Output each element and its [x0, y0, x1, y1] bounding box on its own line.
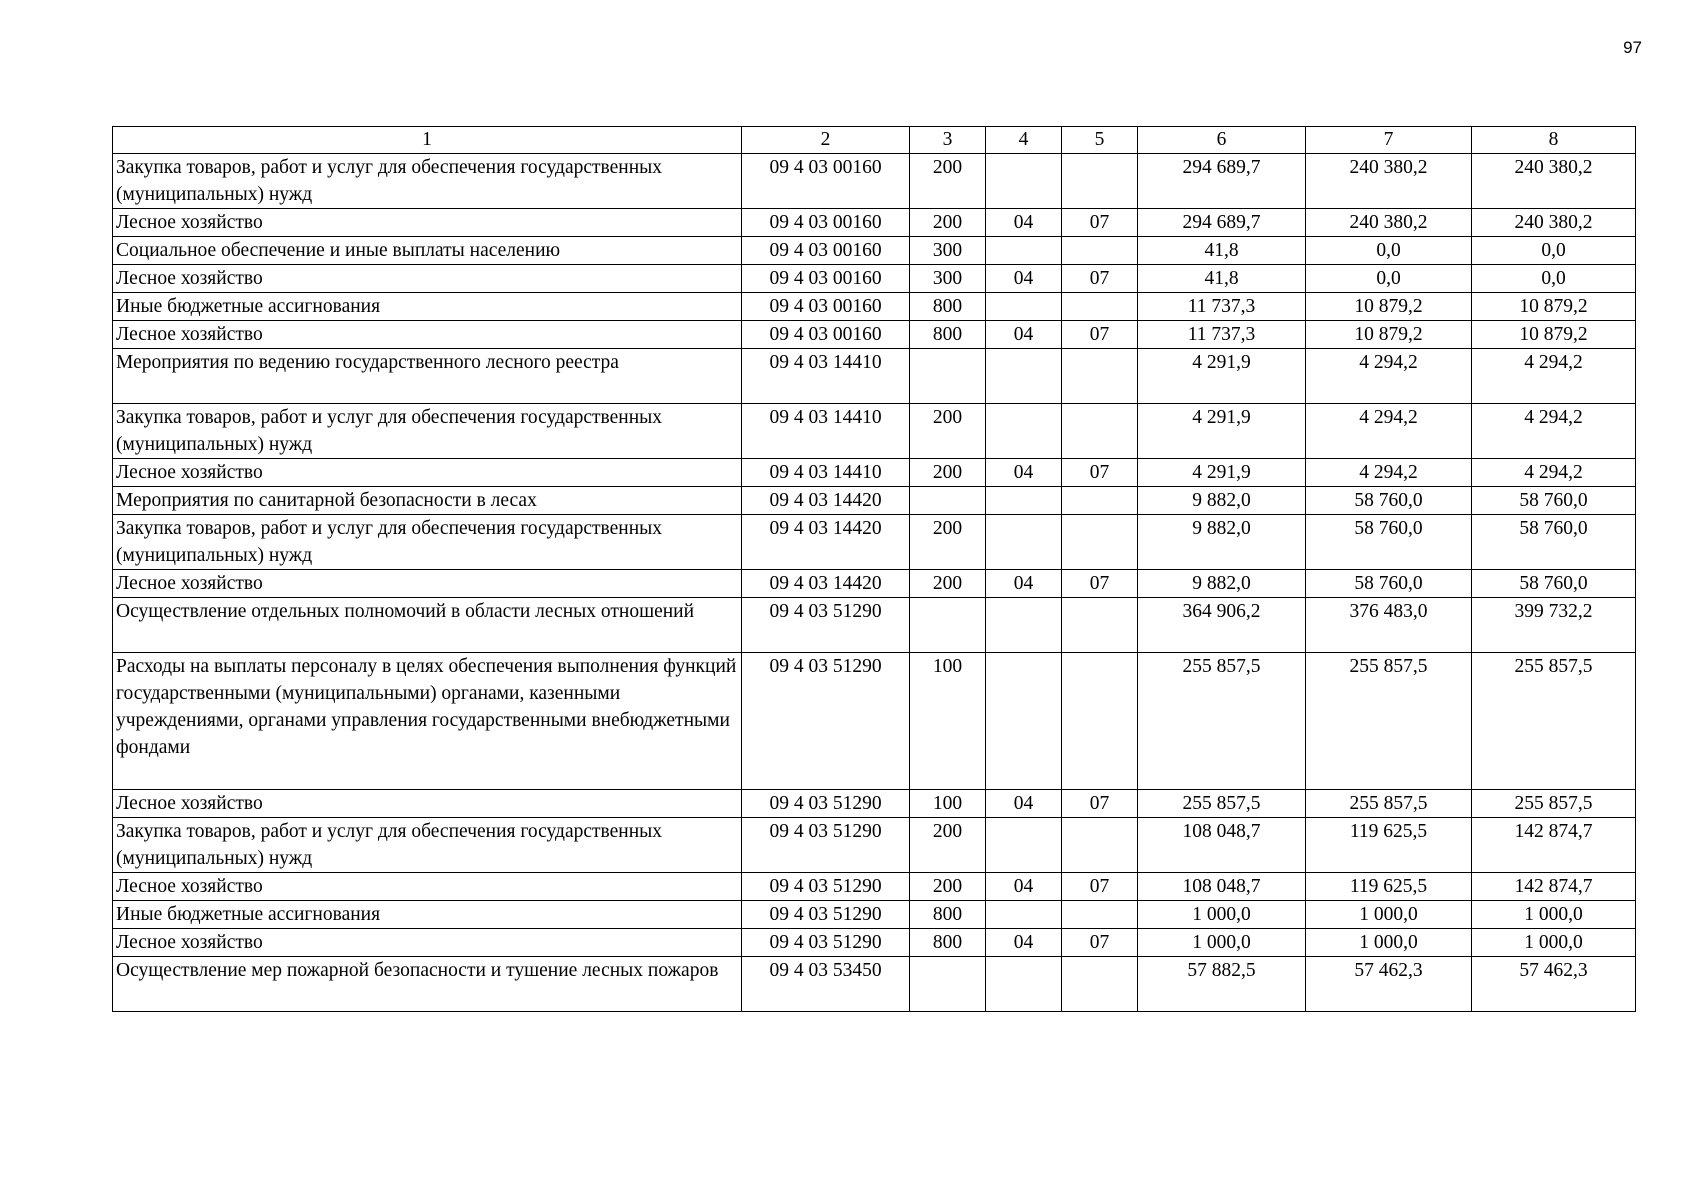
row-name-cell: Лесное хозяйство: [113, 790, 742, 818]
table-row: [113, 349, 1636, 404]
row-code-cell: 09 4 03 14420: [742, 515, 910, 570]
row-name-cell: Лесное хозяйство: [113, 209, 742, 237]
row-name-cell: Расходы на выплаты персоналу в целях обеспечения выполнения функций государственными (муниципальными) органами, казенными учреждениями, органами управления государственными внебюджетными фондами: [113, 653, 742, 790]
row-code-cell: 09 4 03 53450: [742, 957, 910, 1012]
row-rz-cell: [986, 349, 1062, 404]
row-year1-cell: 108 048,7: [1138, 818, 1306, 873]
row-code-cell: 09 4 03 14410: [742, 459, 910, 487]
row-vr-cell: 200: [910, 818, 986, 873]
table-header-row: [113, 127, 1636, 154]
row-pr-cell: 07: [1062, 265, 1138, 293]
row-vr-cell: 100: [910, 790, 986, 818]
row-year1-cell: 9 882,0: [1138, 487, 1306, 515]
table-row: [113, 515, 1636, 570]
row-vr-cell: 200: [910, 873, 986, 901]
row-name-cell: Лесное хозяйство: [113, 570, 742, 598]
row-rz-cell: [986, 404, 1062, 459]
row-rz-cell: [986, 598, 1062, 653]
row-name-cell: Осуществление мер пожарной безопасности и тушение лесных пожаров: [113, 957, 742, 1012]
row-year2-cell: 4 294,2: [1306, 349, 1472, 404]
row-year1-cell: 57 882,5: [1138, 957, 1306, 1012]
row-year1-cell: 4 291,9: [1138, 459, 1306, 487]
row-pr-cell: [1062, 598, 1138, 653]
row-pr-cell: [1062, 515, 1138, 570]
table-row: [113, 154, 1636, 209]
header-cell: 1: [113, 127, 742, 154]
row-code-cell: 09 4 03 00160: [742, 265, 910, 293]
row-year3-cell: 4 294,2: [1472, 459, 1636, 487]
table-row: [113, 929, 1636, 957]
table-row: [113, 237, 1636, 265]
table-row: [113, 653, 1636, 790]
row-year3-cell: 142 874,7: [1472, 873, 1636, 901]
row-vr-cell: 200: [910, 404, 986, 459]
row-year2-cell: 10 879,2: [1306, 321, 1472, 349]
row-year1-cell: 255 857,5: [1138, 653, 1306, 790]
row-pr-cell: [1062, 957, 1138, 1012]
row-year2-cell: 255 857,5: [1306, 790, 1472, 818]
row-year2-cell: 58 760,0: [1306, 515, 1472, 570]
table-row: [113, 487, 1636, 515]
row-pr-cell: 07: [1062, 873, 1138, 901]
row-year1-cell: 1 000,0: [1138, 901, 1306, 929]
row-year1-cell: 4 291,9: [1138, 404, 1306, 459]
row-year1-cell: 11 737,3: [1138, 321, 1306, 349]
table-row: [113, 873, 1636, 901]
page-number: 97: [1623, 38, 1642, 57]
row-rz-cell: [986, 818, 1062, 873]
row-year2-cell: 376 483,0: [1306, 598, 1472, 653]
row-pr-cell: 07: [1062, 790, 1138, 818]
row-name-cell: Лесное хозяйство: [113, 873, 742, 901]
row-year2-cell: 255 857,5: [1306, 653, 1472, 790]
row-vr-cell: 300: [910, 237, 986, 265]
row-rz-cell: [986, 293, 1062, 321]
row-pr-cell: [1062, 349, 1138, 404]
row-code-cell: 09 4 03 51290: [742, 598, 910, 653]
row-year1-cell: 294 689,7: [1138, 209, 1306, 237]
table-row: [113, 404, 1636, 459]
row-year2-cell: 240 380,2: [1306, 154, 1472, 209]
header-cell: 2: [742, 127, 910, 154]
row-pr-cell: [1062, 653, 1138, 790]
row-pr-cell: [1062, 404, 1138, 459]
row-name-cell: Иные бюджетные ассигнования: [113, 293, 742, 321]
row-code-cell: 09 4 03 14420: [742, 570, 910, 598]
row-name-cell: Осуществление отдельных полномочий в области лесных отношений: [113, 598, 742, 653]
row-year3-cell: 255 857,5: [1472, 653, 1636, 790]
row-code-cell: 09 4 03 51290: [742, 929, 910, 957]
table-row: [113, 293, 1636, 321]
row-rz-cell: 04: [986, 570, 1062, 598]
row-name-cell: Лесное хозяйство: [113, 459, 742, 487]
row-year3-cell: 240 380,2: [1472, 209, 1636, 237]
row-year1-cell: 9 882,0: [1138, 570, 1306, 598]
header-cell: 5: [1062, 127, 1138, 154]
row-name-cell: Мероприятия по ведению государственного лесного реестра: [113, 349, 742, 404]
row-pr-cell: 07: [1062, 321, 1138, 349]
row-year3-cell: 1 000,0: [1472, 901, 1636, 929]
row-name-cell: Закупка товаров, работ и услуг для обеспечения государственных (муниципальных) нужд: [113, 404, 742, 459]
row-year1-cell: 255 857,5: [1138, 790, 1306, 818]
row-year1-cell: 9 882,0: [1138, 515, 1306, 570]
table-row: [113, 957, 1636, 1012]
row-year2-cell: 1 000,0: [1306, 929, 1472, 957]
row-pr-cell: [1062, 237, 1138, 265]
row-rz-cell: 04: [986, 459, 1062, 487]
table-row: [113, 321, 1636, 349]
row-year2-cell: 57 462,3: [1306, 957, 1472, 1012]
row-pr-cell: 07: [1062, 929, 1138, 957]
row-vr-cell: 800: [910, 929, 986, 957]
row-year3-cell: 10 879,2: [1472, 321, 1636, 349]
row-name-cell: Иные бюджетные ассигнования: [113, 901, 742, 929]
header-cell: 3: [910, 127, 986, 154]
row-code-cell: 09 4 03 00160: [742, 237, 910, 265]
row-pr-cell: [1062, 154, 1138, 209]
row-vr-cell: 200: [910, 515, 986, 570]
row-year3-cell: 58 760,0: [1472, 515, 1636, 570]
row-year2-cell: 0,0: [1306, 265, 1472, 293]
row-pr-cell: [1062, 901, 1138, 929]
header-cell: 4: [986, 127, 1062, 154]
row-name-cell: Социальное обеспечение и иные выплаты населению: [113, 237, 742, 265]
row-year3-cell: 4 294,2: [1472, 349, 1636, 404]
row-year2-cell: 119 625,5: [1306, 818, 1472, 873]
row-code-cell: 09 4 03 14410: [742, 349, 910, 404]
row-year3-cell: 57 462,3: [1472, 957, 1636, 1012]
row-vr-cell: 800: [910, 293, 986, 321]
row-code-cell: 09 4 03 51290: [742, 653, 910, 790]
row-year2-cell: 4 294,2: [1306, 459, 1472, 487]
row-name-cell: Мероприятия по санитарной безопасности в лесах: [113, 487, 742, 515]
row-vr-cell: 300: [910, 265, 986, 293]
row-name-cell: Закупка товаров, работ и услуг для обеспечения государственных (муниципальных) нужд: [113, 154, 742, 209]
row-code-cell: 09 4 03 14410: [742, 404, 910, 459]
row-name-cell: Лесное хозяйство: [113, 265, 742, 293]
row-code-cell: 09 4 03 00160: [742, 154, 910, 209]
row-vr-cell: 100: [910, 653, 986, 790]
row-name-cell: Закупка товаров, работ и услуг для обеспечения государственных (муниципальных) нужд: [113, 818, 742, 873]
row-pr-cell: 07: [1062, 209, 1138, 237]
row-code-cell: 09 4 03 00160: [742, 293, 910, 321]
row-pr-cell: [1062, 293, 1138, 321]
header-cell: 6: [1138, 127, 1306, 154]
header-cell: 7: [1306, 127, 1472, 154]
table-row: [113, 265, 1636, 293]
row-rz-cell: 04: [986, 790, 1062, 818]
row-rz-cell: 04: [986, 265, 1062, 293]
row-year1-cell: 41,8: [1138, 265, 1306, 293]
row-year3-cell: 240 380,2: [1472, 154, 1636, 209]
row-year1-cell: 364 906,2: [1138, 598, 1306, 653]
table-row: [113, 598, 1636, 653]
row-year2-cell: 58 760,0: [1306, 570, 1472, 598]
row-vr-cell: 200: [910, 209, 986, 237]
row-code-cell: 09 4 03 51290: [742, 818, 910, 873]
row-year1-cell: 294 689,7: [1138, 154, 1306, 209]
row-vr-cell: 200: [910, 459, 986, 487]
row-vr-cell: [910, 487, 986, 515]
row-name-cell: Закупка товаров, работ и услуг для обеспечения государственных (муниципальных) нужд: [113, 515, 742, 570]
row-code-cell: 09 4 03 51290: [742, 790, 910, 818]
row-rz-cell: [986, 487, 1062, 515]
row-pr-cell: [1062, 818, 1138, 873]
row-year3-cell: 255 857,5: [1472, 790, 1636, 818]
row-code-cell: 09 4 03 51290: [742, 873, 910, 901]
row-year2-cell: 1 000,0: [1306, 901, 1472, 929]
table-row: [113, 570, 1636, 598]
row-rz-cell: 04: [986, 209, 1062, 237]
table-row: [113, 901, 1636, 929]
row-year2-cell: 10 879,2: [1306, 293, 1472, 321]
row-year3-cell: 4 294,2: [1472, 404, 1636, 459]
row-code-cell: 09 4 03 00160: [742, 209, 910, 237]
row-rz-cell: [986, 653, 1062, 790]
row-year2-cell: 240 380,2: [1306, 209, 1472, 237]
table-row: [113, 818, 1636, 873]
row-name-cell: Лесное хозяйство: [113, 321, 742, 349]
row-rz-cell: 04: [986, 873, 1062, 901]
row-year1-cell: 1 000,0: [1138, 929, 1306, 957]
row-year3-cell: 1 000,0: [1472, 929, 1636, 957]
row-code-cell: 09 4 03 14420: [742, 487, 910, 515]
row-year3-cell: 10 879,2: [1472, 293, 1636, 321]
header-cell: 8: [1472, 127, 1636, 154]
row-year3-cell: 58 760,0: [1472, 570, 1636, 598]
row-year3-cell: 0,0: [1472, 265, 1636, 293]
row-vr-cell: 200: [910, 154, 986, 209]
row-year1-cell: 108 048,7: [1138, 873, 1306, 901]
row-year3-cell: 58 760,0: [1472, 487, 1636, 515]
row-year3-cell: 399 732,2: [1472, 598, 1636, 653]
row-vr-cell: 800: [910, 321, 986, 349]
row-rz-cell: 04: [986, 929, 1062, 957]
row-year3-cell: 142 874,7: [1472, 818, 1636, 873]
row-rz-cell: 04: [986, 321, 1062, 349]
row-name-cell: Лесное хозяйство: [113, 929, 742, 957]
row-rz-cell: [986, 154, 1062, 209]
row-rz-cell: [986, 901, 1062, 929]
budget-table: [112, 126, 1636, 1012]
row-year1-cell: 4 291,9: [1138, 349, 1306, 404]
table-row: [113, 790, 1636, 818]
row-year1-cell: 41,8: [1138, 237, 1306, 265]
row-year3-cell: 0,0: [1472, 237, 1636, 265]
row-vr-cell: 200: [910, 570, 986, 598]
row-rz-cell: [986, 237, 1062, 265]
row-rz-cell: [986, 957, 1062, 1012]
row-rz-cell: [986, 515, 1062, 570]
row-code-cell: 09 4 03 51290: [742, 901, 910, 929]
row-year2-cell: 119 625,5: [1306, 873, 1472, 901]
row-year2-cell: 58 760,0: [1306, 487, 1472, 515]
row-vr-cell: [910, 349, 986, 404]
row-pr-cell: 07: [1062, 570, 1138, 598]
row-vr-cell: [910, 598, 986, 653]
table-row: [113, 459, 1636, 487]
row-pr-cell: [1062, 487, 1138, 515]
row-year2-cell: 4 294,2: [1306, 404, 1472, 459]
row-code-cell: 09 4 03 00160: [742, 321, 910, 349]
row-vr-cell: 800: [910, 901, 986, 929]
table-row: [113, 209, 1636, 237]
row-pr-cell: 07: [1062, 459, 1138, 487]
row-year2-cell: 0,0: [1306, 237, 1472, 265]
row-vr-cell: [910, 957, 986, 1012]
row-year1-cell: 11 737,3: [1138, 293, 1306, 321]
